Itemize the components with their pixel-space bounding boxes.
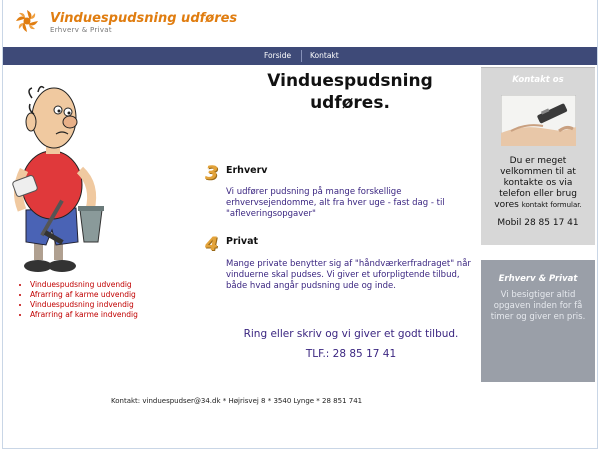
page-title [230,70,470,114]
nav-item-forside[interactable]: Forside [264,51,292,60]
nav-item-kontakt[interactable]: Kontakt [310,51,339,60]
cta-text: Ring eller skriv og vi giver et godt tilbud. [243,328,459,340]
sidebar-contact-panel [481,67,595,245]
sidebar-contact-text [487,156,589,211]
nav-divider [301,50,302,62]
section-title-privat: Privat [226,236,259,247]
contact-form-link[interactable]: kontakt formular. [521,201,582,209]
section-body-erhverv: Vi udfører pudsning på mange forskellige erhvervsejendomme, alt fra hver uge - fast dag - til "afleveringsopgaver" [226,187,445,219]
link-karme-udvendig[interactable]: • Afrarring af karme udvendig [30,290,138,300]
site-subtitle: Erhverv & Privat [50,26,112,34]
sidebar-info-heading: Erhverv & Privat [498,274,578,284]
sidebar-info-panel [481,260,595,382]
section-number-badge: 4 [205,233,219,255]
link-pudsning-udvendig[interactable]: • Vinduespudsning udvendig [30,280,138,290]
link-karme-indvendig[interactable]: • Afrarring af karme indvendig [30,310,138,320]
footer-contact: Kontakt: vinduespudser@34.dk * Højrisvej 8 * 3540 Lynge * 28 851 741 [111,397,363,405]
phone-hand-photo [501,95,576,146]
service-links [20,280,138,320]
link-pudsning-indvendig[interactable]: • Vinduespudsning indvendig [30,300,138,310]
section-number-badge: 3 [205,162,219,184]
section-title-erhverv: Erhverv [226,165,268,176]
nav-bar [3,47,597,65]
cartoon-window-cleaner [6,70,110,280]
sidebar-phone: Mobil 28 85 17 41 [497,218,579,228]
page-title-line1: Vinduespudsning [267,71,433,91]
section-body-privat: Mange private benytter sig af "håndværkerfradraget" når vinduerne skal pudses. Vi giver et uforpligtende tilbud, både hvad angår pudsning ude og inde. [226,259,471,291]
sidebar-info-text: Vi besigtiger altid opgaven inden for få timer og giver en pris. [490,290,586,322]
sidebar-contact-heading: Kontakt os [512,75,564,85]
page-title-line2: udføres. [310,93,390,113]
logo-swirl-icon[interactable] [14,8,40,34]
sidebar-contact-sentence: Du er meget velkommen til at kontakte os via telefon eller brug vores [494,156,577,210]
cta-phone: TLF.: 28 85 17 41 [305,348,397,360]
site-title[interactable]: Vinduespudsning udføres [50,11,238,26]
